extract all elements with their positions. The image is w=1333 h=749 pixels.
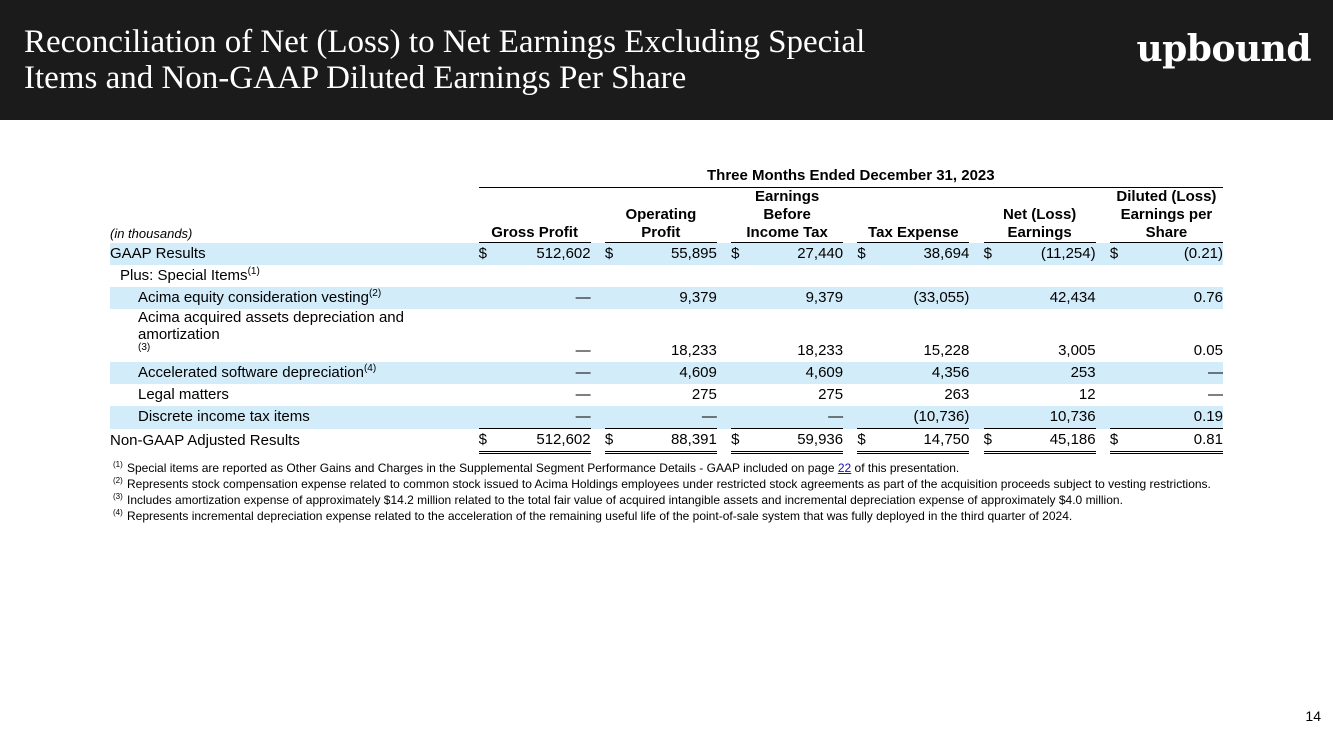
currency-symbol: $ xyxy=(1110,429,1130,453)
column-header-line: Profit xyxy=(641,224,681,241)
column-header-diluted-eps xyxy=(1110,188,1223,243)
row-label xyxy=(110,362,479,384)
column-header-line: Gross Profit xyxy=(491,224,578,241)
cell-net-earnings: 12 xyxy=(1078,386,1096,403)
cell-net-earnings: (11,254) xyxy=(1004,243,1096,266)
row-label: Discrete income tax items xyxy=(110,406,479,429)
row-label-line: Acima acquired assets depreciation and xyxy=(138,309,404,326)
currency-symbol: $ xyxy=(857,429,877,453)
cell-operating-profit: 275 xyxy=(691,386,717,403)
period-header: Three Months Ended December 31, 2023 xyxy=(479,165,1223,188)
column-header-line: Income Tax xyxy=(746,224,828,241)
cell-tax-expense: 263 xyxy=(944,386,970,403)
cell-gross-profit: — xyxy=(499,406,591,429)
footnote-marker-text: (3) xyxy=(113,492,123,501)
footnote-text: Represents stock compensation expense related to common stock issued to Acima Holdings employees under restricted stock agreements as part of the acquisition proceeds subject to vesting restrictions. xyxy=(127,477,1211,491)
cell-gross-profit: — xyxy=(575,386,591,403)
currency-symbol: $ xyxy=(731,243,751,266)
column-header-net-loss-earnings xyxy=(984,188,1096,243)
table-row-accelerated-software-depreciation xyxy=(110,362,1223,384)
cell-diluted-eps: (0.21) xyxy=(1130,243,1223,266)
cell-gross-profit: — xyxy=(575,342,591,359)
currency-symbol: $ xyxy=(984,429,1004,453)
cell-earnings-before-tax: 9,379 xyxy=(751,287,843,309)
cell-earnings-before-tax: — xyxy=(751,406,843,429)
footnote-marker-text: (1) xyxy=(113,460,123,469)
title-bar xyxy=(0,0,1333,120)
cell-net-earnings: 10,736 xyxy=(1004,406,1096,429)
row-label xyxy=(110,309,479,362)
table-row-acima-acquired-assets xyxy=(110,309,1223,362)
blank-header-cell xyxy=(110,165,479,188)
footnote-ref: (4) xyxy=(363,363,377,374)
column-header-line: Diluted (Loss) xyxy=(1116,188,1217,205)
table-row-acima-equity-vesting xyxy=(110,287,1223,309)
column-header-line: Before xyxy=(763,206,811,223)
column-header-earnings-before-income-tax xyxy=(731,188,843,243)
row-label-text: amortization xyxy=(138,326,220,343)
page-title-line-1: Reconciliation of Net (Loss) to Net Earnings Excluding Special xyxy=(24,24,866,60)
cell-diluted-eps: 0.19 xyxy=(1130,406,1223,429)
cell-tax-expense: (33,055) xyxy=(878,287,970,309)
cell-earnings-before-tax: 59,936 xyxy=(751,429,843,453)
currency-symbol: $ xyxy=(605,243,625,266)
column-header-gross-profit xyxy=(479,188,591,243)
cell-earnings-before-tax: 27,440 xyxy=(751,243,843,266)
cell-diluted-eps: — xyxy=(1130,362,1223,384)
column-header-row xyxy=(110,188,1223,243)
currency-symbol: $ xyxy=(479,243,499,266)
cell-operating-profit: 18,233 xyxy=(670,342,717,359)
footnotes xyxy=(113,461,1221,525)
page-link[interactable]: 22 xyxy=(837,461,852,475)
footnote-text: Represents incremental depreciation expense related to the acceleration of the remaining useful life of the point-of-sale system that was fully deployed in the third quarter of 2024. xyxy=(127,509,1073,523)
column-header-line: Earnings xyxy=(1007,224,1072,241)
footnote-ref: (3) xyxy=(138,342,151,353)
row-label xyxy=(110,265,479,287)
cell-diluted-eps: — xyxy=(1208,386,1223,403)
cell-operating-profit: 9,379 xyxy=(625,287,717,309)
footnote-text xyxy=(127,461,1221,476)
currency-symbol: $ xyxy=(857,243,877,266)
cell-diluted-eps: 0.05 xyxy=(1193,342,1223,359)
cell-net-earnings: 45,186 xyxy=(1004,429,1096,453)
cell-earnings-before-tax: 4,609 xyxy=(751,362,843,384)
column-header-line: Net (Loss) xyxy=(1002,206,1077,223)
currency-symbol: $ xyxy=(984,243,1004,266)
cell-operating-profit: 88,391 xyxy=(625,429,717,453)
reconciliation-table xyxy=(110,165,1223,454)
row-label-text: Acima equity consideration vesting xyxy=(138,289,369,306)
cell-gross-profit: 512,602 xyxy=(499,243,591,266)
cell-gross-profit: — xyxy=(499,362,591,384)
cell-earnings-before-tax: 275 xyxy=(818,386,844,403)
cell-gross-profit: — xyxy=(499,287,591,309)
column-header-line: Tax Expense xyxy=(868,224,959,241)
row-label: GAAP Results xyxy=(110,243,479,266)
column-header-line: Share xyxy=(1145,224,1188,241)
cell-net-earnings: 42,434 xyxy=(1004,287,1096,309)
column-header-line: Earnings xyxy=(755,188,820,205)
currency-symbol: $ xyxy=(731,429,751,453)
upbound-logo: upbound xyxy=(1136,28,1311,70)
period-header-row xyxy=(110,165,1223,188)
row-label: Non-GAAP Adjusted Results xyxy=(110,431,300,449)
table-row-non-gaap-adjusted-results xyxy=(110,429,1223,453)
cell-tax-expense: 14,750 xyxy=(878,429,970,453)
footnote-marker xyxy=(113,477,127,492)
cell-operating-profit: — xyxy=(625,406,717,429)
footnote-marker xyxy=(113,509,127,524)
table-row-special-items-header xyxy=(110,265,1223,287)
row-label xyxy=(110,287,479,309)
table-row-legal-matters xyxy=(110,384,1223,406)
cell-net-earnings: 253 xyxy=(1004,362,1096,384)
cell-operating-profit: 55,895 xyxy=(625,243,717,266)
cell-diluted-eps: 0.76 xyxy=(1130,287,1223,309)
footnote-marker xyxy=(113,461,127,476)
footnote-ref: (1) xyxy=(247,266,260,277)
footnote-3 xyxy=(113,493,1221,508)
currency-symbol: $ xyxy=(605,429,625,453)
footnote-marker-text: (4) xyxy=(113,508,123,517)
footnote-text-part: Special items are reported as Other Gains and Charges in the Supplemental Segment Performance Details - GAAP included on page xyxy=(127,461,838,475)
table-row-gaap-results xyxy=(110,243,1223,266)
column-header-line: Operating xyxy=(625,206,697,223)
footnote-text-part: of this presentation. xyxy=(851,461,960,475)
units-label: (in thousands) xyxy=(110,225,193,241)
table-row-discrete-income-tax-items xyxy=(110,406,1223,429)
page-title-line-2: Items and Non-GAAP Diluted Earnings Per Share xyxy=(24,60,687,96)
column-header-line: Earnings per xyxy=(1120,206,1213,223)
cell-tax-expense: 38,694 xyxy=(878,243,970,266)
currency-symbol: $ xyxy=(1110,243,1130,266)
footnote-marker-text: (2) xyxy=(113,476,123,485)
cell-diluted-eps: 0.81 xyxy=(1130,429,1223,453)
footnote-marker xyxy=(113,493,127,508)
cell-gross-profit: 512,602 xyxy=(499,429,591,453)
column-header-tax-expense xyxy=(857,188,969,243)
page-title xyxy=(24,24,1024,96)
cell-tax-expense: 15,228 xyxy=(923,342,970,359)
cell-tax-expense: 4,356 xyxy=(878,362,970,384)
footnote-4 xyxy=(113,509,1221,524)
footnote-1 xyxy=(113,461,1221,476)
footnote-ref: (2) xyxy=(368,288,382,299)
cell-net-earnings: 3,005 xyxy=(1058,342,1096,359)
row-label-text: Plus: Special Items xyxy=(120,267,248,284)
currency-symbol: $ xyxy=(479,429,499,453)
footnote-text: Includes amortization expense of approximately $14.2 million related to the total fair value of acquired intangible assets and incremental depreciation expense of approximately $4.0 million. xyxy=(127,493,1123,507)
row-label-line xyxy=(138,326,479,360)
cell-earnings-before-tax: 18,233 xyxy=(797,342,844,359)
column-header-operating-profit xyxy=(605,188,717,243)
row-label: Legal matters xyxy=(138,386,229,403)
footnote-2 xyxy=(113,477,1221,492)
row-label-text: Accelerated software depreciation xyxy=(138,364,364,381)
page-number: 14 xyxy=(1305,708,1321,724)
cell-operating-profit: 4,609 xyxy=(625,362,717,384)
cell-tax-expense: (10,736) xyxy=(878,406,970,429)
